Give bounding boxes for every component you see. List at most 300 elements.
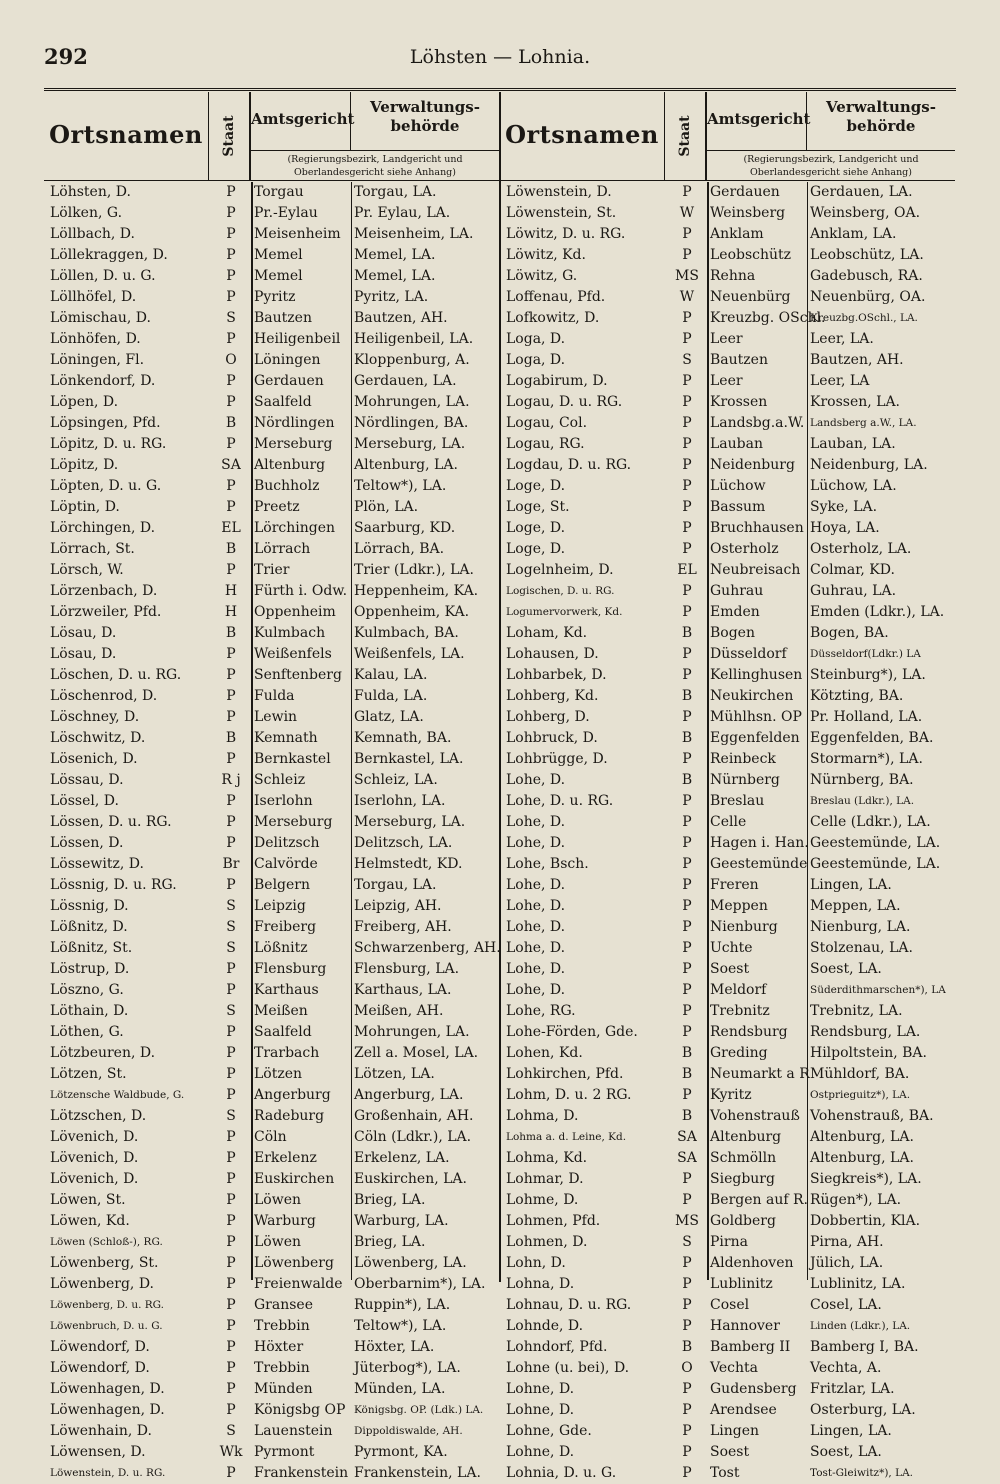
ortsname-cell: Lövenich, D.: [50, 1150, 139, 1166]
amtsgericht-cell: Freren: [710, 877, 759, 893]
amtsgericht-cell: Flensburg: [254, 961, 327, 977]
ortsname-cell: Löschen, D. u. RG.: [50, 667, 182, 683]
staat-cell: B: [225, 625, 237, 641]
ortsname-cell: Lövenich, D.: [50, 1171, 139, 1187]
amtsgericht-cell: Lüchow: [710, 478, 766, 494]
table-row: [44, 245, 499, 266]
staat-cell: P: [226, 688, 236, 704]
staat-cell: P: [226, 205, 236, 221]
amtsgericht-cell: Weißenfels: [254, 646, 332, 662]
table-row: [44, 686, 499, 707]
staat-cell: EL: [677, 562, 697, 578]
ortsname-cell: Lössel, D.: [50, 793, 119, 809]
staat-cell: S: [226, 940, 236, 956]
staat-cell: P: [226, 1045, 236, 1061]
ortsname-cell: Löwenstein, St.: [506, 205, 617, 221]
verwaltungsbehoerde-cell: Cöln (Ldkr.), LA.: [354, 1129, 472, 1145]
table-row: [44, 476, 499, 497]
verwaltungsbehoerde-cell: Celle (Ldkr.), LA.: [810, 814, 931, 830]
table-row: [500, 938, 955, 959]
staat-cell: P: [682, 541, 692, 557]
amtsgericht-cell: Leipzig: [254, 898, 306, 914]
table-row: [44, 1169, 499, 1190]
table-row: [500, 1106, 955, 1127]
ortsname-cell: Löwen (Schloß-), RG.: [50, 1236, 163, 1248]
verwaltungsbehoerde-cell: Angerburg, LA.: [354, 1087, 464, 1103]
amtsgericht-cell: Trebbin: [254, 1318, 310, 1334]
amtsgericht-cell: Meißen: [254, 1003, 308, 1019]
ortsname-cell: Logau, D. u. RG.: [506, 394, 623, 410]
verwaltungsbehoerde-cell: Großenhain, AH.: [354, 1108, 474, 1124]
ortsname-cell: Lohm, D. u. 2 RG.: [506, 1087, 632, 1103]
ortsname-cell: Lohe, D.: [506, 982, 566, 998]
table-row: [500, 1064, 955, 1085]
table-row: [500, 1127, 955, 1148]
ortsname-cell: Lohna, D.: [506, 1276, 575, 1292]
amtsgericht-cell: Pyritz: [254, 289, 296, 305]
table-row: [500, 1211, 955, 1232]
verwaltungsbehoerde-cell: Merseburg, LA.: [354, 814, 466, 830]
ortsname-cell: Löwenbruch, D. u. G.: [50, 1320, 163, 1332]
staat-cell: P: [682, 583, 692, 599]
ortsname-cell: Löthain, D.: [50, 1003, 129, 1019]
table-row: [500, 455, 955, 476]
header-verwaltungsbehoerde: Verwaltungs-behörde: [826, 98, 936, 135]
verwaltungsbehoerde-cell: Heppenheim, KA.: [354, 583, 479, 599]
table-row: [44, 602, 499, 623]
table-row: [44, 770, 499, 791]
ortsname-cell: Loga, D.: [506, 331, 566, 347]
ortsname-cell: Lohe-Förden, Gde.: [506, 1024, 638, 1040]
ortsname-cell: Loge, D.: [506, 478, 566, 494]
verwaltungsbehoerde-cell: Rügen*), LA.: [810, 1192, 902, 1208]
ortsname-cell: Löwitz, D. u. RG.: [506, 226, 626, 242]
ortsname-cell: Lohme, D.: [506, 1192, 579, 1208]
table-row: [44, 896, 499, 917]
table-row: [500, 602, 955, 623]
staat-cell: B: [681, 730, 693, 746]
ortsname-cell: Lohe, D.: [506, 814, 566, 830]
ortsname-cell: Lohnau, D. u. RG.: [506, 1297, 632, 1313]
table-row: [44, 1463, 499, 1484]
verwaltungsbehoerde-cell: Münden, LA.: [354, 1381, 446, 1397]
verwaltungsbehoerde-cell: Gadebusch, RA.: [810, 268, 923, 284]
ortsname-cell: Lößnitz, D.: [50, 919, 128, 935]
staat-cell: P: [682, 814, 692, 830]
verwaltungsbehoerde-cell: Lörrach, BA.: [354, 541, 445, 557]
staat-cell: P: [682, 1318, 692, 1334]
staat-cell: P: [226, 1171, 236, 1187]
amtsgericht-cell: Schleiz: [254, 772, 306, 788]
ortsname-cell: Lohne, D.: [506, 1381, 575, 1397]
staat-cell: P: [682, 1402, 692, 1418]
staat-cell: P: [226, 1129, 236, 1145]
staat-cell: P: [226, 562, 236, 578]
table-row: [44, 854, 499, 875]
table-row: [44, 581, 499, 602]
amtsgericht-cell: Lörrach: [254, 541, 311, 557]
verwaltungsbehoerde-cell: Kalau, LA.: [354, 667, 428, 683]
verwaltungsbehoerde-cell: Teltow*), LA.: [354, 1318, 447, 1334]
ortsname-cell: Lohnia, D. u. G.: [506, 1465, 617, 1481]
staat-cell: P: [226, 1087, 236, 1103]
verwaltungsbehoerde-cell: Krossen, LA.: [810, 394, 901, 410]
table-row: [500, 266, 955, 287]
verwaltungsbehoerde-cell: Torgau, LA.: [354, 877, 437, 893]
table-row: [500, 392, 955, 413]
amtsgericht-cell: Meisenheim: [254, 226, 341, 242]
table-row: [500, 287, 955, 308]
ortsname-cell: Lohne, D.: [506, 1402, 575, 1418]
staat-cell: B: [681, 1108, 693, 1124]
ortsname-cell: Löschwitz, D.: [50, 730, 146, 746]
header-staat: Staat: [665, 92, 707, 180]
amtsgericht-cell: Rehna: [710, 268, 756, 284]
verwaltungsbehoerde-cell: Eggenfelden, BA.: [810, 730, 934, 746]
ortsname-cell: Lösenich, D.: [50, 751, 138, 767]
verwaltungsbehoerde-cell: Karthaus, LA.: [354, 982, 452, 998]
table-row: [44, 1085, 499, 1106]
staat-cell: P: [682, 1465, 692, 1481]
verwaltungsbehoerde-cell: Altenburg, LA.: [810, 1150, 914, 1166]
verwaltungsbehoerde-cell: Schleiz, LA.: [354, 772, 438, 788]
ortsname-cell: Lohne (u. bei), D.: [506, 1360, 630, 1376]
staat-cell: P: [226, 709, 236, 725]
staat-cell: P: [226, 1402, 236, 1418]
verwaltungsbehoerde-cell: Kemnath, BA.: [354, 730, 452, 746]
ortsname-cell: Löwenhain, D.: [50, 1423, 152, 1439]
verwaltungsbehoerde-cell: Lauban, LA.: [810, 436, 896, 452]
table-row: [500, 581, 955, 602]
table-row: [500, 1316, 955, 1337]
ortsname-cell: Löwendorf, D.: [50, 1339, 150, 1355]
ortsname-cell: Lössen, D.: [50, 835, 124, 851]
verwaltungsbehoerde-cell: Neuenbürg, OA.: [810, 289, 926, 305]
staat-cell: P: [226, 1234, 236, 1250]
staat-cell: P: [682, 604, 692, 620]
left-table-header: [44, 92, 499, 181]
verwaltungsbehoerde-cell: Soest, LA.: [810, 961, 882, 977]
ortsname-cell: Lömischau, D.: [50, 310, 151, 326]
ortsname-cell: Löwenstein, D.: [506, 184, 612, 200]
verwaltungsbehoerde-cell: Mohrungen, LA.: [354, 1024, 470, 1040]
table-row: [44, 392, 499, 413]
verwaltungsbehoerde-cell: Hoya, LA.: [810, 520, 880, 536]
staat-cell: P: [682, 499, 692, 515]
table-row: [500, 1421, 955, 1442]
ortsname-cell: Lössau, D.: [50, 772, 124, 788]
verwaltungsbehoerde-cell: Königsbg. OP. (Ldk.) LA.: [354, 1404, 484, 1416]
table-row: [44, 1211, 499, 1232]
left-table: [44, 92, 501, 1481]
staat-cell: SA: [677, 1129, 697, 1145]
ortsname-cell: Lohn, D.: [506, 1255, 566, 1271]
header-note: (Regierungsbezirk, Landgericht und Oberlandesgericht siehe Anhang): [251, 150, 499, 180]
ortsname-cell: Lohma, D.: [506, 1108, 579, 1124]
staat-cell: P: [226, 499, 236, 515]
staat-cell: P: [682, 436, 692, 452]
staat-cell: P: [682, 751, 692, 767]
table-row: [44, 1295, 499, 1316]
staat-cell: P: [682, 856, 692, 872]
amtsgericht-cell: Guhrau: [710, 583, 764, 599]
ortsname-cell: Lohbruck, D.: [506, 730, 598, 746]
ortsname-cell: Lohma a. d. Leine, Kd.: [506, 1131, 627, 1143]
page-number: 292: [44, 44, 88, 69]
ortsname-cell: Löllbach, D.: [50, 226, 135, 242]
staat-cell: P: [682, 1297, 692, 1313]
verwaltungsbehoerde-cell: Fritzlar, LA.: [810, 1381, 895, 1397]
verwaltungsbehoerde-cell: Brieg, LA.: [354, 1192, 426, 1208]
ortsname-cell: Löpsingen, Pfd.: [50, 415, 161, 431]
table-row: [500, 1190, 955, 1211]
verwaltungsbehoerde-cell: Guhrau, LA.: [810, 583, 897, 599]
table-row: [500, 896, 955, 917]
amtsgericht-cell: Trier: [254, 562, 290, 578]
table-row: [500, 476, 955, 497]
amtsgericht-cell: Soest: [710, 961, 750, 977]
ortsname-cell: Lötzensche Waldbude, G.: [50, 1089, 185, 1101]
amtsgericht-cell: Neidenburg: [710, 457, 795, 473]
staat-cell: P: [226, 394, 236, 410]
amtsgericht-cell: Senftenberg: [254, 667, 342, 683]
verwaltungsbehoerde-cell: Lublinitz, LA.: [810, 1276, 906, 1292]
amtsgericht-cell: Bogen: [710, 625, 755, 641]
amtsgericht-cell: Angerburg: [254, 1087, 331, 1103]
ortsname-cell: Lössnig, D. u. RG.: [50, 877, 177, 893]
staat-cell: S: [226, 898, 236, 914]
amtsgericht-cell: Münden: [254, 1381, 313, 1397]
staat-cell: O: [225, 352, 237, 368]
verwaltungsbehoerde-cell: Kulmbach, BA.: [354, 625, 459, 641]
ortsname-cell: Löszno, G.: [50, 982, 124, 998]
amtsgericht-cell: Düsseldorf: [710, 646, 787, 662]
amtsgericht-cell: Kemnath: [254, 730, 318, 746]
amtsgericht-cell: Reinbeck: [710, 751, 776, 767]
table-row: [500, 434, 955, 455]
table-row: [44, 413, 499, 434]
amtsgericht-cell: Löningen: [254, 352, 321, 368]
verwaltungsbehoerde-cell: Warburg, LA.: [354, 1213, 449, 1229]
staat-cell: P: [682, 394, 692, 410]
verwaltungsbehoerde-cell: Mohrungen, LA.: [354, 394, 470, 410]
ortsname-cell: Lötzbeuren, D.: [50, 1045, 156, 1061]
staat-cell: B: [225, 541, 237, 557]
staat-cell: S: [682, 352, 692, 368]
running-head: Löhsten — Lohnia.: [409, 46, 591, 68]
verwaltungsbehoerde-cell: Höxter, LA.: [354, 1339, 435, 1355]
verwaltungsbehoerde-cell: Neidenburg, LA.: [810, 457, 928, 473]
table-row: [500, 1463, 955, 1484]
table-row: [500, 371, 955, 392]
ortsname-cell: Löwenstein, D. u. RG.: [50, 1467, 166, 1479]
table-row: [500, 875, 955, 896]
verwaltungsbehoerde-cell: Löwenberg, LA.: [354, 1255, 467, 1271]
verwaltungsbehoerde-cell: Bautzen, AH.: [354, 310, 448, 326]
verwaltungsbehoerde-cell: Gerdauen, LA.: [810, 184, 913, 200]
amtsgericht-cell: Delitzsch: [254, 835, 320, 851]
amtsgericht-cell: Neubreisach: [710, 562, 801, 578]
amtsgericht-cell: Nienburg: [710, 919, 778, 935]
table-row: [500, 182, 955, 203]
amtsgericht-cell: Fulda: [254, 688, 295, 704]
table-row: [500, 1232, 955, 1253]
ortsname-cell: Löpitz, D. u. RG.: [50, 436, 167, 452]
amtsgericht-cell: Lörchingen: [254, 520, 336, 536]
amtsgericht-cell: Meldorf: [710, 982, 767, 998]
staat-cell: SA: [221, 457, 241, 473]
table-row: [500, 1295, 955, 1316]
ortsname-cell: Lössewitz, D.: [50, 856, 144, 872]
amtsgericht-cell: Lauban: [710, 436, 763, 452]
ortsname-cell: Löstrup, D.: [50, 961, 130, 977]
ortsname-cell: Lohe, D. u. RG.: [506, 793, 614, 809]
ortsname-cell: Löllekraggen, D.: [50, 247, 168, 263]
staat-cell: SA: [677, 1150, 697, 1166]
ortsname-cell: Lohne, Gde.: [506, 1423, 592, 1439]
amtsgericht-cell: Bruchhausen: [710, 520, 804, 536]
ortsname-cell: Logdau, D. u. RG.: [506, 457, 632, 473]
verwaltungsbehoerde-cell: Vohenstrauß, BA.: [810, 1108, 934, 1124]
amtsgericht-cell: Hannover: [710, 1318, 780, 1334]
amtsgericht-cell: Bautzen: [710, 352, 768, 368]
staat-cell: P: [226, 436, 236, 452]
amtsgericht-cell: Bautzen: [254, 310, 312, 326]
ortsname-cell: Lohe, D.: [506, 877, 566, 893]
table-row: [44, 455, 499, 476]
table-row: [44, 1106, 499, 1127]
ortsname-cell: Löhsten, D.: [50, 184, 131, 200]
amtsgericht-cell: Gerdauen: [254, 373, 324, 389]
amtsgericht-cell: Freiberg: [254, 919, 317, 935]
verwaltungsbehoerde-cell: Breslau (Ldkr.), LA.: [810, 795, 915, 807]
amtsgericht-cell: Siegburg: [710, 1171, 775, 1187]
staat-cell: P: [226, 1213, 236, 1229]
table-row: [44, 728, 499, 749]
staat-cell: B: [681, 1045, 693, 1061]
table-row: [500, 623, 955, 644]
verwaltungsbehoerde-cell: Bamberg I, BA.: [810, 1339, 919, 1355]
amtsgericht-cell: Trebnitz: [710, 1003, 770, 1019]
staat-cell: P: [682, 940, 692, 956]
amtsgericht-cell: Landsbg.a.W.: [710, 415, 805, 431]
table-row: [500, 203, 955, 224]
ortsname-cell: Lössnig, D.: [50, 898, 129, 914]
staat-cell: H: [224, 583, 238, 599]
amtsgericht-cell: Gransee: [254, 1297, 313, 1313]
verwaltungsbehoerde-cell: Schwarzenberg, AH.: [354, 940, 501, 956]
ortsname-cell: Lohen, Kd.: [506, 1045, 583, 1061]
staat-cell: P: [682, 415, 692, 431]
amtsgericht-cell: Cöln: [254, 1129, 287, 1145]
table-row: [500, 1379, 955, 1400]
staat-cell: P: [682, 457, 692, 473]
amtsgericht-cell: Preetz: [254, 499, 300, 515]
amtsgericht-cell: Cosel: [710, 1297, 750, 1313]
amtsgericht-cell: Neuenbürg: [710, 289, 791, 305]
amtsgericht-cell: Kreuzbg. OSchl.: [710, 310, 826, 326]
amtsgericht-cell: Nürnberg: [710, 772, 780, 788]
ortsname-cell: Lohndorf, Pfd.: [506, 1339, 608, 1355]
table-row: [500, 1274, 955, 1295]
ortsname-cell: Loge, D.: [506, 520, 566, 536]
table-row: [44, 518, 499, 539]
table-row: [44, 665, 499, 686]
verwaltungsbehoerde-cell: Düsseldorf(Ldkr.) LA: [810, 648, 921, 660]
staat-cell: W: [679, 289, 695, 305]
verwaltungsbehoerde-cell: Mühldorf, BA.: [810, 1066, 910, 1082]
staat-cell: S: [226, 919, 236, 935]
verwaltungsbehoerde-cell: Pirna, AH.: [810, 1234, 884, 1250]
amtsgericht-cell: Leer: [710, 373, 743, 389]
table-row: [44, 1043, 499, 1064]
staat-cell: P: [682, 184, 692, 200]
staat-cell: P: [226, 877, 236, 893]
ortsname-cell: Lösau, D.: [50, 646, 117, 662]
amtsgericht-cell: Heiligenbeil: [254, 331, 341, 347]
ortsname-cell: Lohmen, D.: [506, 1234, 588, 1250]
staat-cell: P: [226, 814, 236, 830]
amtsgericht-cell: Vechta: [710, 1360, 758, 1376]
staat-cell: P: [226, 226, 236, 242]
amtsgericht-cell: Bergen auf R.: [710, 1192, 808, 1208]
table-row: [44, 1316, 499, 1337]
staat-cell: P: [226, 184, 236, 200]
ortsname-cell: Lössen, D. u. RG.: [50, 814, 172, 830]
ortsname-cell: Lötzschen, D.: [50, 1108, 147, 1124]
amtsgericht-cell: Neumarkt a R: [710, 1066, 810, 1082]
verwaltungsbehoerde-cell: Bernkastel, LA.: [354, 751, 464, 767]
ortsname-cell: Lohe, Bsch.: [506, 856, 589, 872]
ortsname-cell: Löschney, D.: [50, 709, 140, 725]
table-row: [500, 1169, 955, 1190]
amtsgericht-cell: Osterholz: [710, 541, 779, 557]
verwaltungsbehoerde-cell: Ruppin*), LA.: [354, 1297, 451, 1313]
header-staat: Staat: [209, 92, 251, 180]
staat-cell: P: [226, 1381, 236, 1397]
staat-cell: P: [682, 310, 692, 326]
table-row: [44, 1148, 499, 1169]
ortsname-cell: Lörrach, St.: [50, 541, 135, 557]
amtsgericht-cell: Saalfeld: [254, 1024, 312, 1040]
staat-cell: O: [681, 1360, 693, 1376]
header-ortsnamen: Ortsnamen: [44, 92, 209, 180]
staat-cell: R j: [221, 772, 241, 788]
verwaltungsbehoerde-cell: Landsberg a.W., LA.: [810, 417, 917, 429]
verwaltungsbehoerde-cell: Cosel, LA.: [810, 1297, 882, 1313]
staat-cell: P: [226, 1024, 236, 1040]
staat-cell: B: [681, 1066, 693, 1082]
table-row: [44, 1253, 499, 1274]
verwaltungsbehoerde-cell: Kötzting, BA.: [810, 688, 904, 704]
ortsname-cell: Lohe, D.: [506, 961, 566, 977]
staat-cell: S: [226, 310, 236, 326]
staat-cell: P: [226, 1360, 236, 1376]
amtsgericht-cell: Höxter: [254, 1339, 304, 1355]
staat-cell: W: [679, 205, 695, 221]
table-row: [44, 833, 499, 854]
ortsname-cell: Löllhöfel, D.: [50, 289, 137, 305]
table-row: [44, 1190, 499, 1211]
table-row: [44, 623, 499, 644]
table-row: [44, 434, 499, 455]
staat-cell: P: [226, 373, 236, 389]
verwaltungsbehoerde-cell: Frankenstein, LA.: [354, 1465, 481, 1481]
table-row: [500, 644, 955, 665]
verwaltungsbehoerde-cell: Flensburg, LA.: [354, 961, 460, 977]
amtsgericht-cell: Oppenheim: [254, 604, 336, 620]
ortsname-cell: Löptin, D.: [50, 499, 120, 515]
